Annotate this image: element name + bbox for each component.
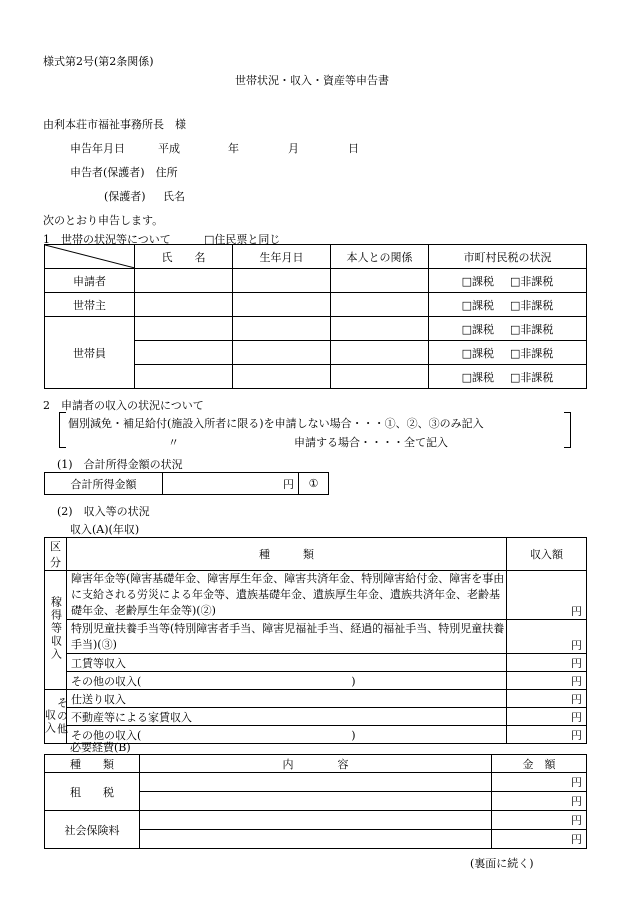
untaxed-checkbox[interactable]: □非課税 xyxy=(510,274,554,288)
ditto-mark: 〃 xyxy=(168,436,179,449)
insurance-content-field[interactable] xyxy=(140,811,492,830)
col-birthdate: 生年月日 xyxy=(233,245,331,269)
same-as-resident-checkbox[interactable]: □住民票と同じ xyxy=(204,233,281,246)
row-household-member: 世帯員 xyxy=(45,317,135,389)
diagonal-line xyxy=(45,245,135,268)
yen-unit: 円 xyxy=(283,477,294,491)
col-tax-status: 市町村民税の状況 xyxy=(429,245,587,269)
section2-heading: 2 申請者の収入の状況について xyxy=(43,399,204,412)
col-name: 氏 名 xyxy=(135,245,233,269)
diagonal-header-cell xyxy=(45,245,135,269)
applicant-address-label: 申告者(保護者) 住所 xyxy=(70,166,178,179)
yen-unit: 円 xyxy=(571,639,582,652)
tax-content-field[interactable] xyxy=(140,773,492,792)
taxed-checkbox[interactable]: □課税 xyxy=(461,370,494,384)
subsection-total-income: (1) 合計所得金額の状況 xyxy=(57,458,183,471)
section1-heading: 1 世帯の状況等について xyxy=(43,233,171,246)
tax-row-label: 租 税 xyxy=(45,773,140,811)
cell-input[interactable] xyxy=(233,293,331,317)
remittance-item: 仕送り収入 xyxy=(67,690,507,708)
taxed-checkbox[interactable]: □課税 xyxy=(461,298,494,312)
pension-item: 障害年金等(障害基礎年金、障害厚生年金、障害共済年金、特別障害給付金、障害を事由に支給される労災による年金等、遺族基礎年金、遺族厚生年金、遺族共済年金、老齢基礎年金、老齢厚生年金等)(②) xyxy=(67,571,507,620)
untaxed-checkbox[interactable]: □非課税 xyxy=(510,322,554,336)
yen-unit: 円 xyxy=(571,692,582,706)
yen-unit: 円 xyxy=(571,776,582,789)
yen-unit: 円 xyxy=(571,795,582,808)
yen-unit: 円 xyxy=(571,728,582,742)
tax-options xyxy=(429,365,587,389)
applicant-name-label: 氏名 xyxy=(163,190,185,203)
allowance-item: 特別児童扶養手当等(特別障害者手当、障害児福祉手当、経過的福祉手当、特別児童扶養手当)(③) xyxy=(67,620,507,654)
taxed-checkbox[interactable]: □課税 xyxy=(461,322,494,336)
cell-input[interactable] xyxy=(331,293,429,317)
yen-unit: 円 xyxy=(571,814,582,827)
insurance-amount-field[interactable] xyxy=(492,830,587,849)
income-a-label: 収入(A)(年収) xyxy=(70,523,140,536)
intro-text: 次のとおり申告します。 xyxy=(43,214,164,227)
addressee: 由利本荘市福祉事務所長 様 xyxy=(43,118,186,131)
expense-b-label: 必要経費(B) xyxy=(70,741,131,754)
form-number: 様式第2号(第2条関係) xyxy=(43,55,154,68)
cell-input[interactable] xyxy=(135,365,233,389)
social-insurance-row-label: 社会保険料 xyxy=(45,811,140,849)
other-income-amount-2[interactable] xyxy=(507,726,587,744)
left-bracket xyxy=(59,412,66,448)
taxed-checkbox[interactable]: □課税 xyxy=(461,346,494,360)
tax-options xyxy=(429,317,587,341)
cell-input[interactable] xyxy=(233,365,331,389)
yen-unit: 円 xyxy=(571,674,582,688)
other-income-label: その他の収入( xyxy=(71,674,142,688)
insurance-amount-field[interactable] xyxy=(492,811,587,830)
total-income-table xyxy=(44,472,329,495)
other-label-income: 収入 xyxy=(43,708,57,735)
other-category xyxy=(45,690,67,744)
untaxed-checkbox[interactable]: □非課税 xyxy=(510,370,554,384)
continued-note: (裏面に続く) xyxy=(470,857,534,870)
applicant-name-prefix: (保護者) xyxy=(104,190,146,203)
col-relation: 本人との関係 xyxy=(331,245,429,269)
other-income-item-2 xyxy=(67,726,507,744)
cell-input[interactable] xyxy=(331,341,429,365)
yen-unit: 円 xyxy=(571,656,582,670)
tax-options xyxy=(429,269,587,293)
cell-input[interactable] xyxy=(331,365,429,389)
note-no-apply: 個別減免・補足給付(施設入所者に限る)を申請しない場合・・・①、②、③のみ記入 xyxy=(68,417,484,430)
pension-amount[interactable] xyxy=(507,571,587,620)
earned-income-label: 稼得等収入 xyxy=(49,596,63,661)
cell-input[interactable] xyxy=(233,341,331,365)
col-expense-type: 種 類 xyxy=(45,755,140,773)
era-label: 平成 xyxy=(158,142,180,155)
wage-item: 工賃等収入 xyxy=(67,654,507,672)
subsection-income-status: (2) 収入等の状況 xyxy=(57,505,150,518)
other-income-amount-1[interactable] xyxy=(507,672,587,690)
tax-amount-field[interactable] xyxy=(492,773,587,792)
total-income-label: 合計所得金額 xyxy=(45,473,163,495)
col-category: 区分 xyxy=(45,538,67,571)
close-paren: ) xyxy=(351,728,356,742)
wage-amount[interactable] xyxy=(507,654,587,672)
row-applicant: 申請者 xyxy=(45,269,135,293)
untaxed-checkbox[interactable]: □非課税 xyxy=(510,346,554,360)
col-expense-amount: 金 額 xyxy=(492,755,587,773)
taxed-checkbox[interactable]: □課税 xyxy=(461,274,494,288)
tax-content-field[interactable] xyxy=(140,792,492,811)
cell-input[interactable] xyxy=(331,317,429,341)
cell-input[interactable] xyxy=(233,269,331,293)
tax-options xyxy=(429,293,587,317)
other-category-label xyxy=(43,697,69,736)
tax-options xyxy=(429,341,587,365)
cell-input[interactable] xyxy=(135,317,233,341)
right-bracket xyxy=(564,412,571,448)
row-householder: 世帯主 xyxy=(45,293,135,317)
day-label: 日 xyxy=(348,142,359,155)
rent-item: 不動産等による家賃収入 xyxy=(67,708,507,726)
tax-amount-field[interactable] xyxy=(492,792,587,811)
allowance-amount[interactable] xyxy=(507,620,587,654)
date-label: 申告年月日 xyxy=(70,142,125,155)
total-income-field[interactable] xyxy=(163,473,299,495)
remittance-amount[interactable] xyxy=(507,690,587,708)
other-income-label: その他の収入( xyxy=(71,728,142,742)
other-income-item-1 xyxy=(67,672,507,690)
col-type: 種 類 xyxy=(67,538,507,571)
document-title: 世帯状況・収入・資産等申告書 xyxy=(235,74,389,87)
col-expense-content: 内 容 xyxy=(140,755,492,773)
rent-amount[interactable] xyxy=(507,708,587,726)
expense-table xyxy=(44,754,587,849)
yen-unit: 円 xyxy=(571,833,582,846)
year-label: 年 xyxy=(228,142,239,155)
earned-income-category xyxy=(45,571,67,690)
cell-input[interactable] xyxy=(233,317,331,341)
note-apply: 申請する場合・・・・全て記入 xyxy=(294,436,448,449)
insurance-content-field[interactable] xyxy=(140,830,492,849)
marker-1: ① xyxy=(299,473,329,495)
col-income-amount: 収入額 xyxy=(507,538,587,571)
untaxed-checkbox[interactable]: □非課税 xyxy=(510,298,554,312)
household-table xyxy=(44,244,587,389)
cell-input[interactable] xyxy=(135,293,233,317)
yen-unit: 円 xyxy=(571,710,582,724)
yen-unit: 円 xyxy=(571,605,582,618)
cell-input[interactable] xyxy=(135,341,233,365)
cell-input[interactable] xyxy=(331,269,429,293)
cell-input[interactable] xyxy=(135,269,233,293)
income-table xyxy=(44,537,587,744)
month-label: 月 xyxy=(288,142,299,155)
close-paren: ) xyxy=(351,674,356,688)
other-label-other: その他 xyxy=(55,697,69,736)
